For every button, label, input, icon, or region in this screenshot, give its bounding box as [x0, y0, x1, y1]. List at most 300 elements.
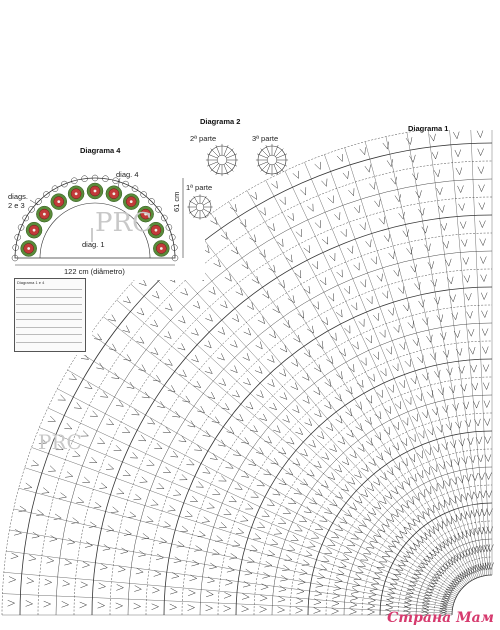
- stitch-mark: [121, 548, 128, 554]
- stitch-mark: [264, 561, 272, 567]
- chart-spoke: [68, 370, 458, 595]
- site-watermark: Страна Мам: [387, 610, 494, 626]
- text-backdrop: [0, 0, 500, 130]
- stitch-mark: [335, 492, 343, 498]
- stitch-mark: [416, 536, 423, 543]
- stitch-mark: [236, 288, 243, 295]
- stitch-mark: [384, 427, 390, 435]
- stitch-mark: [308, 542, 316, 548]
- flower-bead: [130, 200, 133, 203]
- stitch-mark: [354, 471, 361, 478]
- stitch-mark: [205, 367, 212, 374]
- stitch-mark: [347, 246, 353, 254]
- chart-spoke: [345, 148, 480, 577]
- stitch-mark: [446, 368, 452, 375]
- stitch-mark: [168, 505, 176, 511]
- stitch-mark: [356, 567, 363, 573]
- stitch-mark: [465, 420, 471, 427]
- stitch-mark: [412, 573, 420, 579]
- stitch-mark: [177, 541, 184, 547]
- stitch-mark: [307, 204, 313, 211]
- stitch-mark: [471, 365, 477, 372]
- stitch-mark: [341, 484, 348, 491]
- stitch-mark: [479, 221, 485, 228]
- stitch-mark: [313, 302, 319, 310]
- stitch-mark: [191, 355, 198, 362]
- stitch-mark: [274, 529, 282, 535]
- stitch-mark: [352, 581, 359, 587]
- stitch-mark: [325, 379, 331, 387]
- stitch-mark: [151, 500, 158, 506]
- stitch-mark: [286, 468, 293, 475]
- stitch-mark: [74, 402, 81, 408]
- stitch-mark: [85, 382, 92, 388]
- stitch-mark: [341, 555, 349, 561]
- stitch-mark: [413, 338, 419, 346]
- stitch-mark: [269, 403, 276, 410]
- stitch-mark: [469, 347, 475, 354]
- stitch-mark: [214, 260, 221, 267]
- stitch-mark: [482, 347, 488, 354]
- stitch-mark: [116, 603, 123, 609]
- chart-spoke: [304, 162, 476, 578]
- stitch-mark: [256, 390, 263, 397]
- stitch-mark: [428, 261, 434, 268]
- stitch-mark: [486, 472, 492, 479]
- stitch-mark: [278, 596, 285, 602]
- stitch-mark: [283, 415, 290, 422]
- stitch-mark: [198, 531, 206, 537]
- stitch-mark: [210, 453, 217, 459]
- stitch-mark: [355, 496, 362, 503]
- stitch-mark: [178, 343, 185, 350]
- stitch-mark: [371, 579, 379, 585]
- stitch-mark: [337, 270, 343, 277]
- stitch-mark: [64, 559, 71, 565]
- stitch-mark: [31, 460, 39, 466]
- stitch-mark: [461, 456, 467, 463]
- stitch-mark: [360, 222, 366, 229]
- flower-bead: [57, 200, 60, 203]
- stitch-mark: [297, 588, 304, 594]
- stitch-mark: [46, 557, 53, 563]
- stitch-mark: [420, 558, 428, 564]
- stitch-mark: [382, 520, 389, 527]
- stitch-mark: [295, 428, 302, 435]
- stitch-mark: [291, 383, 298, 390]
- stitch-mark: [460, 384, 466, 391]
- stitch-mark: [380, 472, 386, 480]
- stitch-mark: [232, 314, 239, 321]
- stitch-mark: [368, 603, 375, 609]
- stitch-mark: [123, 296, 130, 303]
- stitch-mark: [481, 509, 487, 516]
- stitch-mark: [194, 445, 202, 451]
- stitch-mark: [413, 539, 420, 546]
- stitch-mark: [359, 520, 367, 526]
- stitch-mark: [108, 315, 116, 321]
- stitch-mark: [436, 187, 442, 194]
- stitch-mark: [385, 406, 391, 413]
- stitch-mark: [423, 508, 430, 515]
- stitch-mark: [392, 536, 400, 542]
- stitch-mark: [163, 467, 170, 473]
- stitch-mark: [319, 516, 327, 522]
- stitch-mark: [350, 594, 357, 600]
- stitch-mark: [403, 303, 409, 311]
- stitch-mark: [230, 366, 237, 373]
- stitch-mark: [337, 154, 343, 161]
- stitch-mark: [215, 536, 222, 542]
- stitch-mark: [470, 546, 476, 554]
- stitch-mark: [283, 508, 291, 514]
- stitch-mark: [373, 478, 380, 485]
- stitch-mark: [224, 606, 231, 612]
- stitch-mark: [329, 445, 336, 452]
- stitch-mark: [321, 179, 327, 187]
- diag1-pointer-label: diag. 1: [82, 240, 105, 249]
- stitch-mark: [134, 585, 141, 591]
- stitch-mark: [300, 569, 308, 575]
- stitch-mark: [270, 539, 278, 545]
- stitch-mark: [303, 396, 310, 403]
- stitch-mark: [479, 203, 485, 210]
- stitch-mark: [280, 345, 287, 352]
- stitch-mark: [374, 502, 381, 509]
- stitch-mark: [226, 462, 234, 468]
- stitch-mark: [140, 477, 148, 483]
- stitch-mark: [271, 181, 277, 188]
- stitch-mark: [393, 422, 399, 430]
- stitch-mark: [400, 527, 407, 534]
- stitch-mark: [217, 353, 224, 360]
- stitch-mark: [438, 541, 445, 548]
- stitch-mark: [191, 560, 198, 566]
- stitch-mark: [170, 588, 177, 594]
- stitch-mark: [385, 492, 392, 499]
- stitch-mark: [313, 387, 319, 395]
- stitch-mark: [152, 587, 159, 593]
- stitch-mark: [343, 171, 349, 179]
- stitch-mark: [368, 508, 375, 515]
- stitch-mark: [446, 423, 452, 430]
- diagram2-label: Diagrama 2: [200, 117, 241, 126]
- stitch-mark: [348, 477, 355, 484]
- stitch-mark: [98, 602, 105, 608]
- chart-spoke: [365, 142, 481, 577]
- flower-bead: [94, 190, 97, 193]
- stitch-mark: [341, 229, 347, 237]
- stitch-mark: [9, 577, 16, 583]
- stitch-mark: [367, 296, 373, 304]
- stitch-mark: [480, 239, 486, 246]
- stitch-mark: [434, 370, 440, 378]
- stitch-mark: [241, 437, 249, 443]
- stitch-mark: [441, 223, 447, 230]
- stitch-mark: [218, 327, 225, 334]
- stitch-mark: [150, 320, 157, 327]
- stitch-mark: [425, 447, 431, 455]
- stitch-mark: [326, 356, 333, 363]
- stitch-mark: [180, 288, 187, 295]
- part-spoke: [211, 163, 219, 171]
- chart-spoke: [471, 125, 491, 575]
- stitch-mark: [354, 205, 360, 213]
- stitch-mark: [335, 465, 342, 472]
- stitch-mark: [253, 533, 260, 539]
- part-spoke: [261, 163, 269, 171]
- stitch-mark: [152, 604, 159, 610]
- stitch-mark: [350, 601, 357, 607]
- stitch-mark: [430, 352, 436, 359]
- stitch-mark: [165, 304, 172, 311]
- stitch-mark: [350, 503, 357, 510]
- stitch-mark: [315, 162, 321, 170]
- stitch-mark: [459, 203, 465, 210]
- stitch-mark: [240, 219, 246, 227]
- stitch-mark: [382, 291, 388, 298]
- stitch-mark: [375, 568, 383, 574]
- stitch-mark: [379, 497, 386, 504]
- stitch-mark: [65, 472, 73, 478]
- stitch-mark: [360, 147, 366, 154]
- stitch-mark: [373, 313, 379, 321]
- stitch-mark: [485, 454, 491, 461]
- stitch-mark: [398, 286, 404, 293]
- stitch-mark: [479, 185, 485, 192]
- stitch-mark: [300, 187, 305, 195]
- stitch-mark: [97, 438, 104, 444]
- stitch-mark: [481, 275, 487, 282]
- stitch-mark: [296, 229, 302, 237]
- stitch-mark: [243, 378, 250, 385]
- stitch-mark: [344, 286, 349, 294]
- stitch-mark: [399, 380, 405, 388]
- stitch-mark: [8, 600, 15, 606]
- stitch-mark: [188, 421, 195, 428]
- stitch-mark: [138, 435, 145, 441]
- stitch-mark: [304, 286, 310, 293]
- stitch-mark: [438, 481, 444, 489]
- stitch-mark: [111, 373, 119, 379]
- legend-row: [16, 319, 82, 326]
- stitch-mark: [433, 445, 439, 453]
- flower-bead: [43, 213, 46, 216]
- flower-bead: [75, 192, 78, 195]
- stitch-mark: [317, 431, 324, 438]
- stitch-mark: [428, 505, 434, 512]
- stitch-mark: [484, 400, 490, 407]
- stitch-mark: [293, 458, 300, 465]
- stitch-mark: [288, 498, 296, 504]
- stitch-mark: [170, 451, 177, 457]
- stitch-mark: [271, 458, 279, 464]
- stitch-mark: [98, 583, 105, 589]
- stitch-mark: [287, 437, 294, 444]
- stitch-mark: [302, 560, 310, 566]
- stitch-mark: [322, 237, 328, 244]
- stitch-mark: [335, 394, 342, 401]
- stitch-mark: [320, 277, 326, 284]
- stitch-mark: [368, 597, 375, 603]
- stitch-mark: [321, 317, 327, 324]
- stitch-mark: [472, 383, 478, 390]
- stitch-mark: [250, 545, 257, 551]
- stitch-mark: [44, 579, 51, 585]
- stitch-mark: [151, 348, 158, 355]
- stitch-mark: [267, 500, 274, 506]
- chart-spoke: [285, 171, 475, 579]
- stitch-mark: [387, 159, 393, 167]
- stitch-mark: [418, 562, 426, 568]
- part3-label: 3ª parte: [252, 134, 279, 143]
- stitch-mark: [409, 454, 415, 462]
- stitch-mark: [304, 551, 312, 557]
- stitch-mark: [440, 332, 446, 339]
- stitch-mark: [82, 562, 89, 568]
- stitch-mark: [219, 476, 227, 482]
- stitch-mark: [147, 460, 155, 465]
- stitch-mark: [42, 488, 49, 494]
- stitch-mark: [351, 303, 357, 310]
- chart-spoke: [131, 284, 463, 588]
- stitch-mark: [388, 541, 396, 547]
- chart-spoke: [9, 530, 452, 608]
- stitch-mark: [295, 607, 302, 613]
- legend-row: [16, 327, 82, 334]
- stitch-mark: [286, 255, 292, 262]
- stitch-mark: [359, 319, 364, 327]
- stitch-mark: [243, 581, 250, 587]
- stitch-mark: [106, 419, 113, 425]
- stitch-mark: [366, 335, 372, 342]
- part2-label: 2ª parte: [190, 134, 217, 143]
- stitch-mark: [487, 544, 493, 551]
- stitch-mark: [244, 328, 251, 335]
- stitch-mark: [366, 438, 372, 446]
- stitch-mark: [225, 274, 231, 282]
- stitch-mark: [185, 511, 192, 517]
- stitch-mark: [397, 482, 404, 489]
- stitch-mark: [315, 220, 320, 228]
- stitch-mark: [418, 512, 425, 519]
- stitch-mark: [324, 548, 332, 554]
- stitch-mark: [361, 464, 368, 471]
- chart-spoke: [4, 572, 452, 611]
- chart-spoke: [449, 127, 488, 575]
- stitch-mark: [387, 589, 394, 595]
- stitch-mark: [99, 483, 107, 489]
- stitch-mark: [445, 259, 451, 266]
- stitch-mark: [473, 401, 479, 408]
- flower-bead: [27, 247, 30, 250]
- stitch-mark: [432, 152, 438, 159]
- stitch-mark: [439, 500, 445, 507]
- stitch-mark: [377, 562, 385, 567]
- stitch-mark: [481, 293, 487, 300]
- stitch-mark: [477, 131, 483, 138]
- legend-title: Diagrama 1 e 4: [17, 280, 45, 285]
- stitch-mark: [328, 540, 335, 546]
- stitch-mark: [267, 355, 274, 362]
- stitch-mark: [480, 257, 486, 264]
- stitch-mark: [478, 149, 484, 156]
- stitch-mark: [388, 308, 394, 316]
- stitch-mark: [264, 436, 271, 443]
- stitch-mark: [457, 185, 463, 192]
- stitch-mark: [422, 317, 428, 324]
- stitch-mark: [348, 188, 354, 195]
- legend-row: [16, 334, 82, 341]
- stitch-mark: [246, 402, 253, 409]
- stitch-mark: [344, 326, 350, 334]
- stitch-mark: [314, 590, 321, 596]
- stitch-mark: [19, 506, 27, 512]
- stitch-mark: [156, 483, 164, 489]
- stitch-mark: [188, 605, 195, 611]
- stitch-mark: [62, 580, 69, 586]
- stitch-mark: [422, 226, 428, 233]
- stitch-mark: [322, 556, 329, 562]
- stitch-mark: [456, 513, 462, 521]
- stitch-mark: [210, 217, 217, 224]
- stitch-mark: [374, 530, 381, 537]
- stitch-mark: [365, 165, 371, 173]
- stitch-mark: [394, 269, 400, 277]
- stitch-mark: [321, 481, 328, 488]
- stitch-mark: [26, 600, 33, 606]
- stitch-mark: [277, 607, 284, 613]
- stitch-mark: [431, 279, 437, 286]
- stitch-mark: [408, 321, 414, 328]
- stitch-mark: [321, 453, 328, 460]
- stitch-mark: [146, 516, 153, 522]
- stitch-mark: [304, 507, 311, 513]
- stitch-mark: [130, 452, 137, 458]
- stitch-mark: [446, 460, 452, 467]
- stitch-mark: [180, 526, 187, 532]
- flower-bead: [155, 229, 158, 232]
- stitch-mark: [411, 376, 417, 384]
- stitch-mark: [89, 457, 97, 463]
- stitch-mark: [417, 355, 423, 362]
- stitch-mark: [89, 522, 97, 528]
- stitch-mark: [485, 436, 491, 443]
- stitch-mark: [484, 418, 490, 425]
- stitch-mark: [467, 547, 473, 555]
- stitch-mark: [147, 418, 154, 424]
- stitch-mark: [463, 402, 469, 409]
- stitch-mark: [236, 414, 243, 421]
- stitch-mark: [316, 581, 323, 587]
- chart-spoke: [57, 389, 456, 597]
- stitch-mark: [231, 247, 238, 254]
- stitch-mark: [85, 542, 92, 548]
- stitch-mark: [259, 414, 266, 421]
- stitch-mark: [212, 549, 219, 555]
- chart-spoke: [266, 180, 474, 579]
- stitch-mark: [368, 374, 374, 381]
- stitch-mark: [379, 330, 385, 338]
- stitch-mark: [273, 425, 280, 432]
- stitch-mark: [416, 190, 422, 197]
- stitch-mark: [331, 532, 338, 538]
- stitch-mark: [461, 239, 467, 246]
- stitch-mark: [243, 353, 250, 360]
- stitch-mark: [100, 391, 108, 397]
- legend-row: [16, 297, 82, 304]
- stitch-mark: [278, 518, 286, 523]
